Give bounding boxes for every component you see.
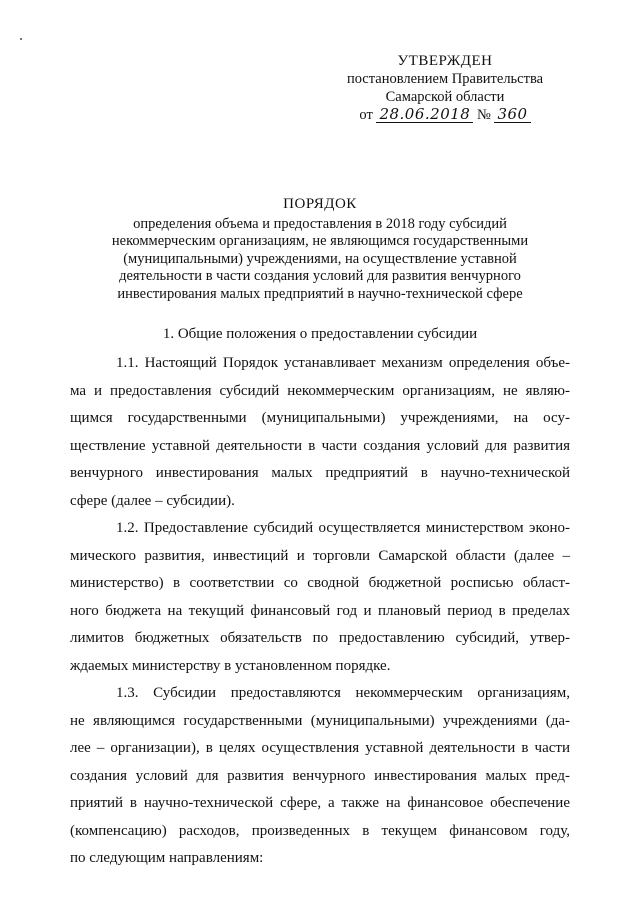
handwritten-date: 28.06.2018 [376,106,473,123]
paragraph-1-1 [70,350,570,515]
number-prefix: № [476,107,491,123]
section-heading: 1. Общие положения о предоставлении субсидии [162,326,478,342]
paragraph-1-2 [70,515,570,680]
text-line: 1.1. Настоящий Порядок устанавливает механизм определения объе- [116,355,570,371]
document-title-block [90,196,550,303]
text-line: лимитов бюджетных обязательств по предоставлению субсидий, утвер- [70,630,570,646]
approval-date-number [330,106,560,124]
text-line: венчурного инвестирования малых предприятий в научно-технической [70,465,570,481]
text-line: лее – организации), в целях осуществления уставной деятельности в части [70,740,570,756]
title-line: некоммерческим организациям, не являющимся государственными [111,233,529,249]
section-body [70,350,570,873]
title-line: определения объема и предоставления в 2018 году субсидий [133,215,507,232]
text-line: министерство) в соответствии со сводной бюджетной росписью област- [70,575,570,591]
text-line: по следующим направлениям: [70,850,264,866]
text-line: щимся государственными (муниципальными) учреждениями, на осу- [70,410,570,426]
text-line: создания условий для развития венчурного инвестирования малых пред- [70,767,570,784]
text-line: ма и предоставления субсидий некоммерческим организациям, не являю- [70,382,570,399]
text-line: ществление уставной деятельности в части создания условий для развития [70,437,570,454]
title-line: инвестирования малых предприятий в научно-технической сфере [117,285,523,302]
approval-heading: УТВЕРЖДЕН [397,53,493,69]
text-line: сфере (далее – субсидии). [70,492,235,509]
text-line: ного бюджета на текущий финансовый год и плановый период в пределах [70,602,570,619]
text-line: (компенсацию) расходов, произведенных в текущем финансовом году, [70,822,570,839]
approval-stamp-block [330,52,560,124]
text-line: мического развития, инвестиций и торговли Самарской области (далее – [70,547,570,564]
approval-line-2: Самарской области [385,89,505,105]
date-prefix: от [359,107,373,123]
text-line: 1.2. Предоставление субсидий осуществляется министерством эконо- [116,520,570,536]
approval-line-1: постановлением Правительства [346,71,544,87]
paragraph-1-3 [70,680,570,873]
handwritten-number: 360 [494,106,530,123]
text-line: приятий в научно-технической сфере, а также на финансовое обеспечение [70,795,570,811]
text-line: не являющимся государственными (муниципальными) учреждениями (да- [70,712,570,729]
text-line: 1.3. Субсидии предоставляются некоммерческим организациям, [116,685,570,701]
title-line: деятельности в части создания условий для развития венчурного [119,268,521,284]
document-heading: ПОРЯДОК [283,196,357,212]
title-line: (муниципальными) учреждениями, на осуществление уставной [123,250,517,267]
text-line: ждаемых министерству в установленном порядке. [70,657,391,674]
scan-speck [20,38,22,40]
